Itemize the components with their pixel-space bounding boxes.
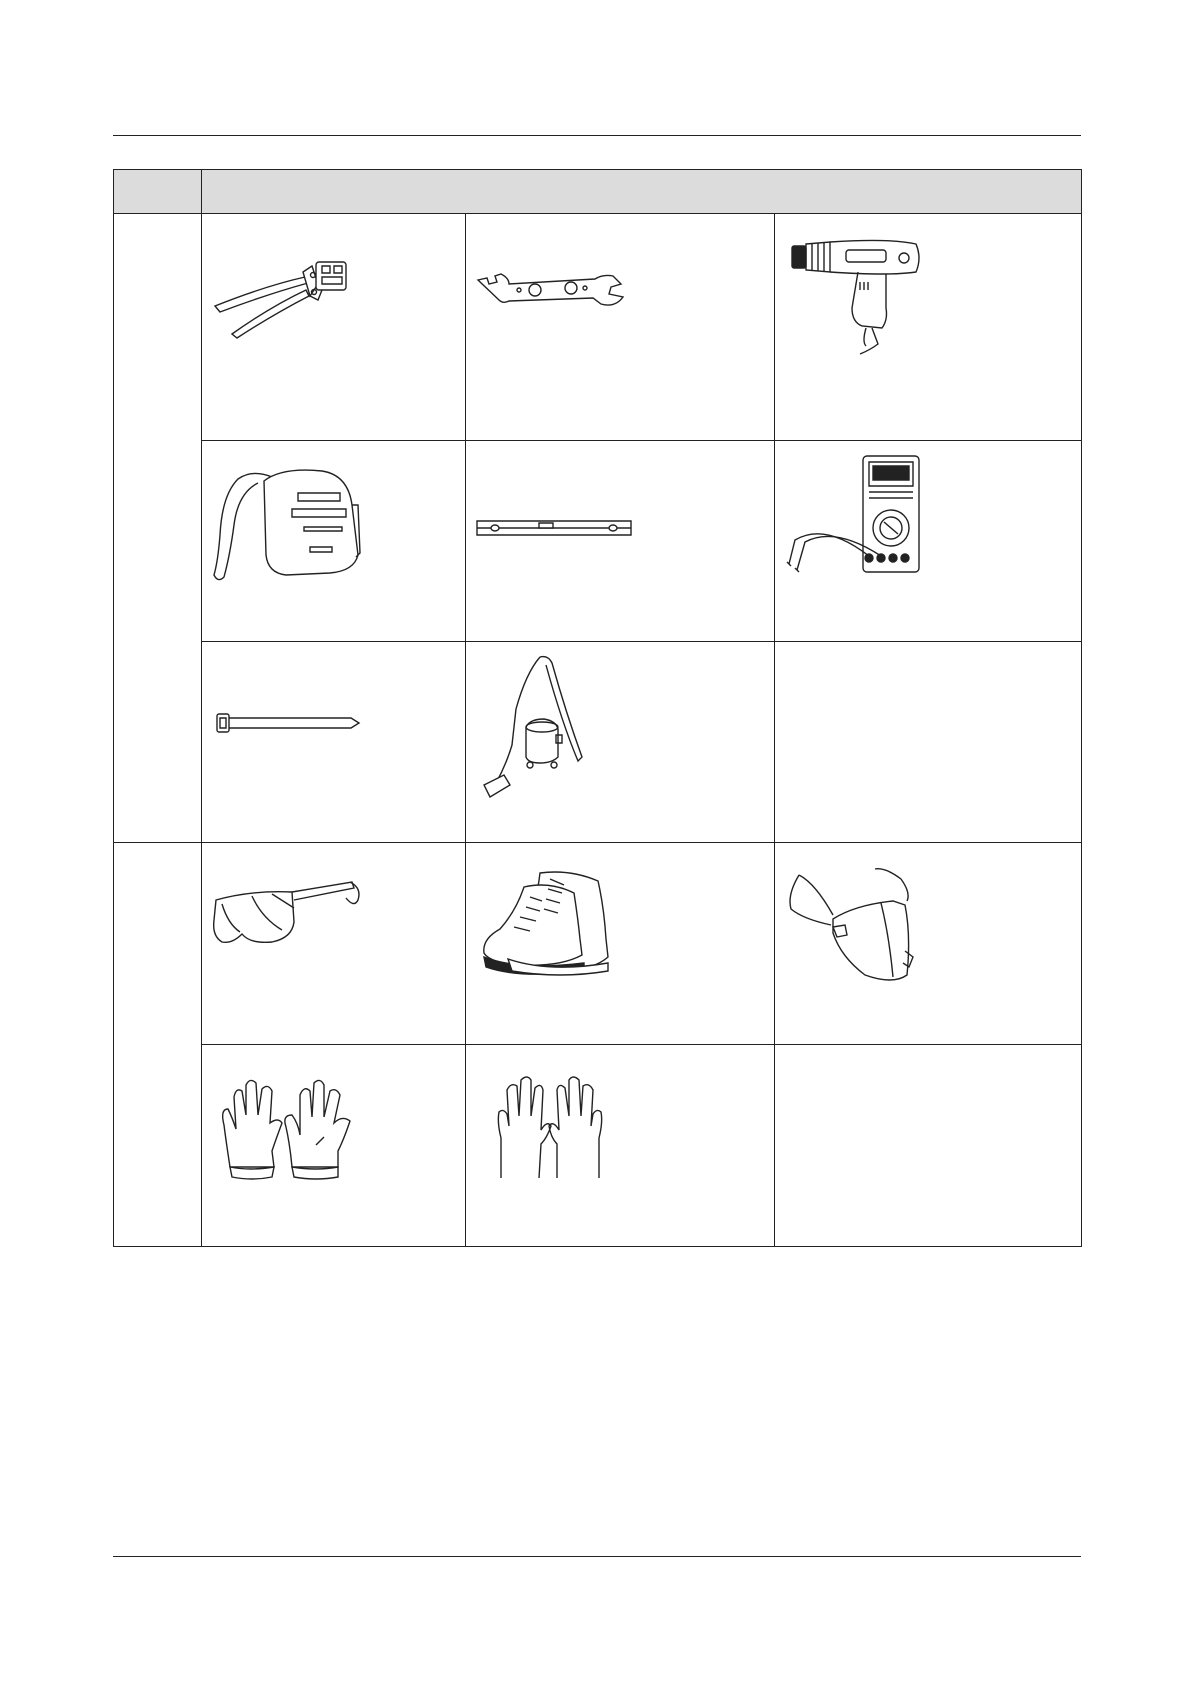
safety-goggles-icon <box>212 878 362 958</box>
table-border-left <box>113 169 114 1247</box>
table-header-tools <box>202 170 1081 213</box>
safety-boots-icon <box>480 867 615 982</box>
table-column-divider <box>201 169 202 1247</box>
table-border-top <box>113 169 1082 170</box>
dust-mask-icon <box>785 865 925 990</box>
crimping-tool-icon <box>210 250 360 340</box>
table-header-category <box>113 170 201 213</box>
table-row-divider <box>202 1044 1082 1045</box>
multimeter-icon <box>785 452 925 577</box>
footer-rule <box>113 1556 1081 1557</box>
table-border-right <box>1081 169 1082 1247</box>
table-group-divider <box>113 842 1082 843</box>
level-icon <box>475 518 635 538</box>
table-border-bottom <box>113 1246 1082 1247</box>
wrench-icon <box>475 270 635 310</box>
cable-tie-icon <box>215 712 365 734</box>
tape-measure-icon <box>212 465 362 585</box>
heat-gun-icon <box>790 238 930 360</box>
header-rule <box>113 135 1081 136</box>
protective-gloves-icon <box>220 1075 355 1180</box>
table-row-divider <box>202 440 1082 441</box>
vacuum-cleaner-icon <box>482 653 592 798</box>
insulated-gloves-icon <box>495 1072 605 1182</box>
table-column-divider <box>465 213 466 1247</box>
table-header-divider <box>113 213 1082 214</box>
table-column-divider <box>774 213 775 1247</box>
table-row-divider <box>202 641 1082 642</box>
